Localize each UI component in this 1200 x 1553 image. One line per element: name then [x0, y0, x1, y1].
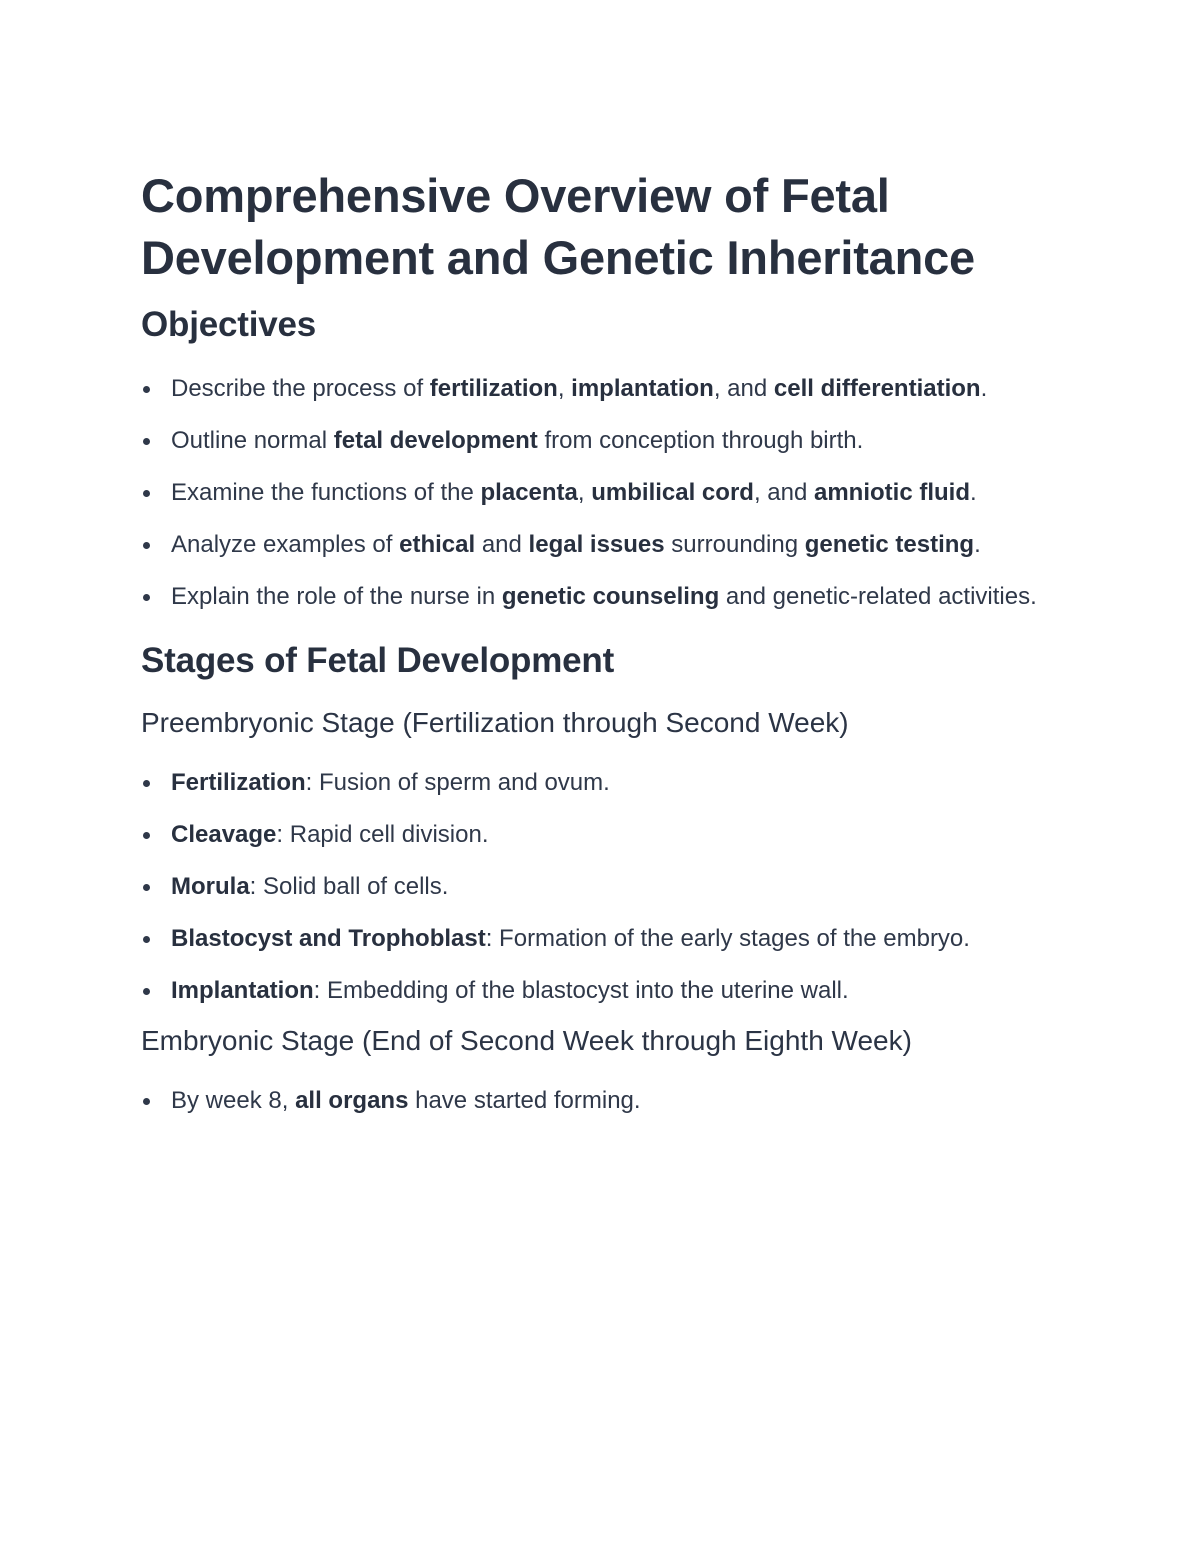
item-text: from conception through birth. [537, 427, 864, 454]
item-text: : Fusion of sperm and ovum. [305, 769, 610, 796]
list-item [141, 473, 1061, 513]
objectives-list [141, 369, 1061, 617]
list-item [141, 971, 1061, 1011]
stages-heading: Stages of Fetal Development [141, 641, 615, 680]
bold-term: legal issues [528, 531, 665, 558]
item-text: and [475, 531, 529, 558]
bullet-dot-icon [143, 438, 150, 445]
bold-term: Cleavage [171, 821, 277, 848]
bold-term: Fertilization [171, 769, 306, 796]
preembryonic-list [141, 763, 1061, 1011]
bold-term: cell differentiation [773, 375, 981, 402]
bold-term: genetic testing [804, 531, 975, 558]
page-title: Comprehensive Overview of Fetal Development and Genetic Inheritance [141, 169, 975, 284]
list-item [141, 867, 1061, 907]
list-item [141, 919, 1061, 959]
bullet-dot-icon [143, 386, 150, 393]
list-item [141, 421, 1061, 461]
bullet-dot-icon [143, 936, 150, 943]
bold-term: umbilical cord [591, 479, 754, 506]
bullet-dot-icon [143, 988, 150, 995]
objectives-heading: Objectives [141, 305, 317, 344]
embryonic-list [141, 1081, 1061, 1121]
bold-term: ethical [399, 531, 476, 558]
item-text: Analyze examples of [171, 531, 400, 558]
item-text: , and [753, 479, 814, 506]
item-text: surrounding [664, 531, 805, 558]
item-text: Outline normal [171, 427, 334, 454]
bold-term: fertilization [429, 375, 558, 402]
list-item [141, 1081, 1061, 1121]
document-page [141, 165, 1061, 1121]
bold-term: Blastocyst and Trophoblast [171, 925, 486, 952]
item-text: Explain the role of the nurse in [171, 583, 502, 610]
list-item [141, 763, 1061, 803]
item-text: : Solid ball of cells. [249, 873, 449, 900]
item-text: and genetic-related activities. [719, 583, 1037, 610]
item-text: , [577, 479, 592, 506]
bold-term: implantation [571, 375, 714, 402]
list-item [141, 815, 1061, 855]
bold-term: fetal development [333, 427, 538, 454]
bold-term: amniotic fluid [813, 479, 970, 506]
embryonic-heading: Embryonic Stage (End of Second Week through Eighth Week) [141, 1025, 912, 1056]
bold-term: Morula [171, 873, 250, 900]
item-text: , [557, 375, 572, 402]
bullet-dot-icon [143, 594, 150, 601]
item-text: . [980, 375, 988, 402]
bullet-dot-icon [143, 832, 150, 839]
bullet-dot-icon [143, 1098, 150, 1105]
bold-term: Implantation [171, 977, 314, 1004]
item-text: : Rapid cell division. [276, 821, 489, 848]
bullet-dot-icon [143, 780, 150, 787]
item-text: . [974, 531, 981, 558]
bold-term: all organs [295, 1087, 409, 1114]
item-text: . [969, 479, 977, 506]
bullet-dot-icon [143, 884, 150, 891]
list-item [141, 525, 1061, 565]
item-text: : Embedding of the blastocyst into the uterine wall. [313, 977, 849, 1004]
item-text: Examine the functions of the [171, 479, 481, 506]
preembryonic-heading: Preembryonic Stage (Fertilization through Second Week) [141, 707, 849, 738]
list-item [141, 577, 1061, 617]
item-text: By week 8, [171, 1087, 296, 1114]
item-text: have started forming. [408, 1087, 641, 1114]
bold-term: placenta [480, 479, 578, 506]
bullet-dot-icon [143, 490, 150, 497]
list-item [141, 369, 1061, 409]
item-text: Describe the process of [171, 375, 430, 402]
bullet-dot-icon [143, 542, 150, 549]
item-text: , and [713, 375, 774, 402]
item-text: : Formation of the early stages of the embryo. [485, 925, 970, 952]
bold-term: genetic counseling [501, 583, 720, 610]
